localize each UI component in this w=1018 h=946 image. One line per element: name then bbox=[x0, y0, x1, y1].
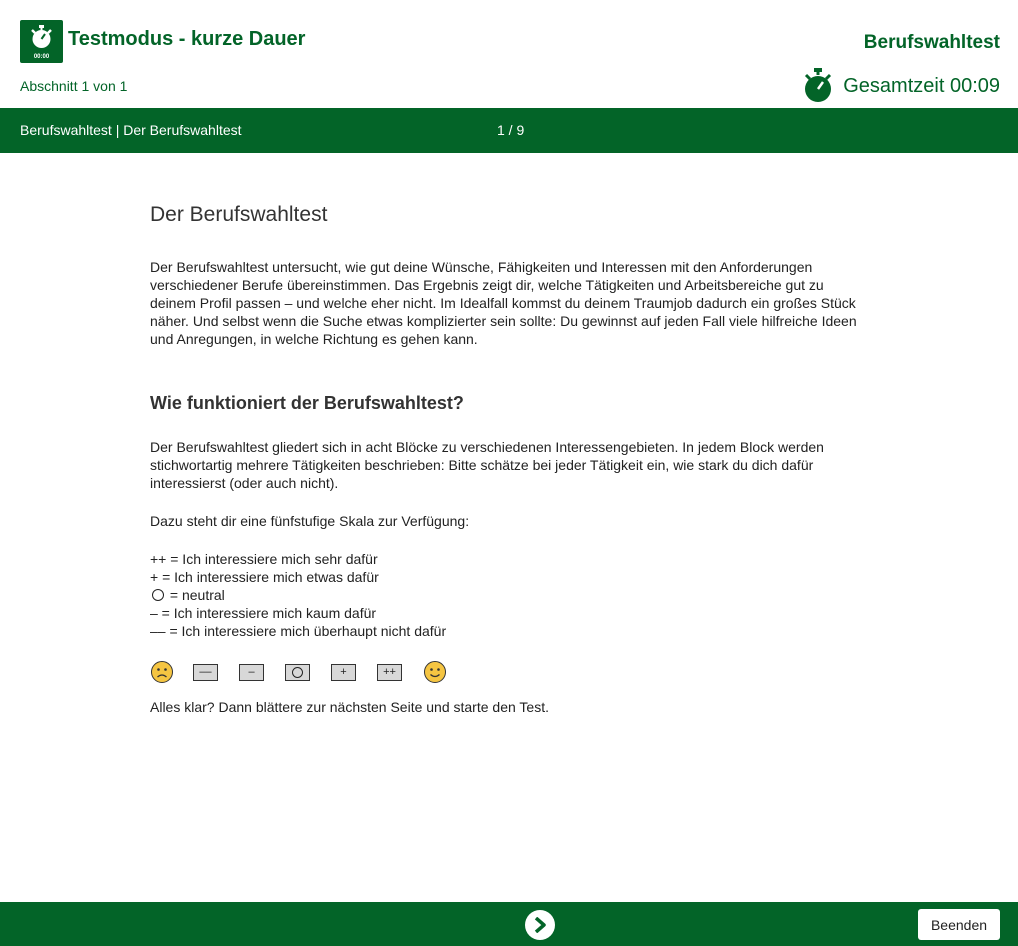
section-heading: Wie funktioniert der Berufswahltest? bbox=[150, 393, 464, 413]
intro-text: Der Berufswahltest untersucht, wie gut deine Wünsche, Fähigkeiten und Interessen mit den Anforderungen verschiedener Berufe übereinstimmen. Das Ergebnis zeigt dir, welche Tätigkeiten und Arbeitsbereiche gut zu deinem Profil passen – und welche eher nicht. Im Idealfall kommst du deinem Traumjob dadurch ein großes Stück näher. Und selbst wenn die Suche etwas komplizierter sein sollte: Du gewinnst auf jeden Fall viele hilfreiche Ideen und Anregungen, in welche Richtung es gehen kann. bbox=[150, 259, 857, 347]
scale-legend-p: + = Ich interessiere mich etwas dafür bbox=[150, 569, 379, 585]
footer bbox=[0, 902, 1018, 946]
scale-box-mm: –– bbox=[193, 664, 218, 681]
breadcrumb: Berufswahltest | Der Berufswahltest bbox=[20, 122, 242, 138]
main-content bbox=[150, 200, 870, 716]
stopwatch-logo-icon bbox=[20, 20, 63, 63]
navbar bbox=[0, 108, 1018, 153]
scale-intro-text: Dazu steht dir eine fünfstufige Skala zur Verfügung: bbox=[150, 513, 470, 529]
end-button[interactable]: Beenden bbox=[918, 909, 1000, 940]
chevron-right-icon bbox=[533, 917, 547, 933]
scale-box-neutral bbox=[285, 664, 310, 681]
scale-box-m: – bbox=[239, 664, 264, 681]
scale-legend bbox=[150, 550, 870, 640]
scale-legend-m: – = Ich interessiere mich kaum dafür bbox=[150, 605, 377, 621]
page-counter: 1 / 9 bbox=[497, 122, 525, 138]
scale-box-pp: ++ bbox=[377, 664, 402, 681]
scale-legend-mm: –– = Ich interessiere mich überhaupt nicht dafür bbox=[150, 623, 447, 639]
page-title: Der Berufswahltest bbox=[150, 203, 328, 226]
scale-example bbox=[150, 660, 870, 684]
logo-time: 00:00 bbox=[33, 54, 50, 60]
total-time-label: Gesamtzeit 00:09 bbox=[843, 74, 1000, 97]
stopwatch-icon bbox=[803, 68, 833, 104]
total-time bbox=[803, 68, 1000, 104]
app-title: Testmodus - kurze Dauer bbox=[68, 28, 306, 50]
scale-box-p: + bbox=[331, 664, 356, 681]
closing-text: Alles klar? Dann blättere zur nächsten Seite und starte den Test. bbox=[150, 699, 549, 715]
happy-face-icon bbox=[423, 660, 447, 684]
scale-legend-pp: ++ = Ich interessiere mich sehr dafür bbox=[150, 551, 378, 567]
brand-title: Berufswahltest bbox=[863, 32, 1000, 53]
scale-legend-neutral-text: = neutral bbox=[169, 587, 225, 603]
neutral-circle-icon bbox=[152, 589, 164, 601]
explanation-text: Der Berufswahltest gliedert sich in acht Blöcke zu verschiedenen Interessengebieten. In jedem Block werden stichwortartig mehrere Tätigkeiten beschrieben: Bitte schätze bei jeder Tätigkeit ein, wie stark du dich dafür interessierst (oder auch nicht). bbox=[150, 439, 824, 491]
header bbox=[0, 0, 1018, 108]
scale-legend-neutral bbox=[150, 586, 870, 604]
section-info: Abschnitt 1 von 1 bbox=[20, 78, 128, 94]
sad-face-icon bbox=[150, 660, 174, 684]
next-page-button[interactable] bbox=[525, 910, 555, 940]
neutral-circle-icon bbox=[292, 667, 303, 678]
